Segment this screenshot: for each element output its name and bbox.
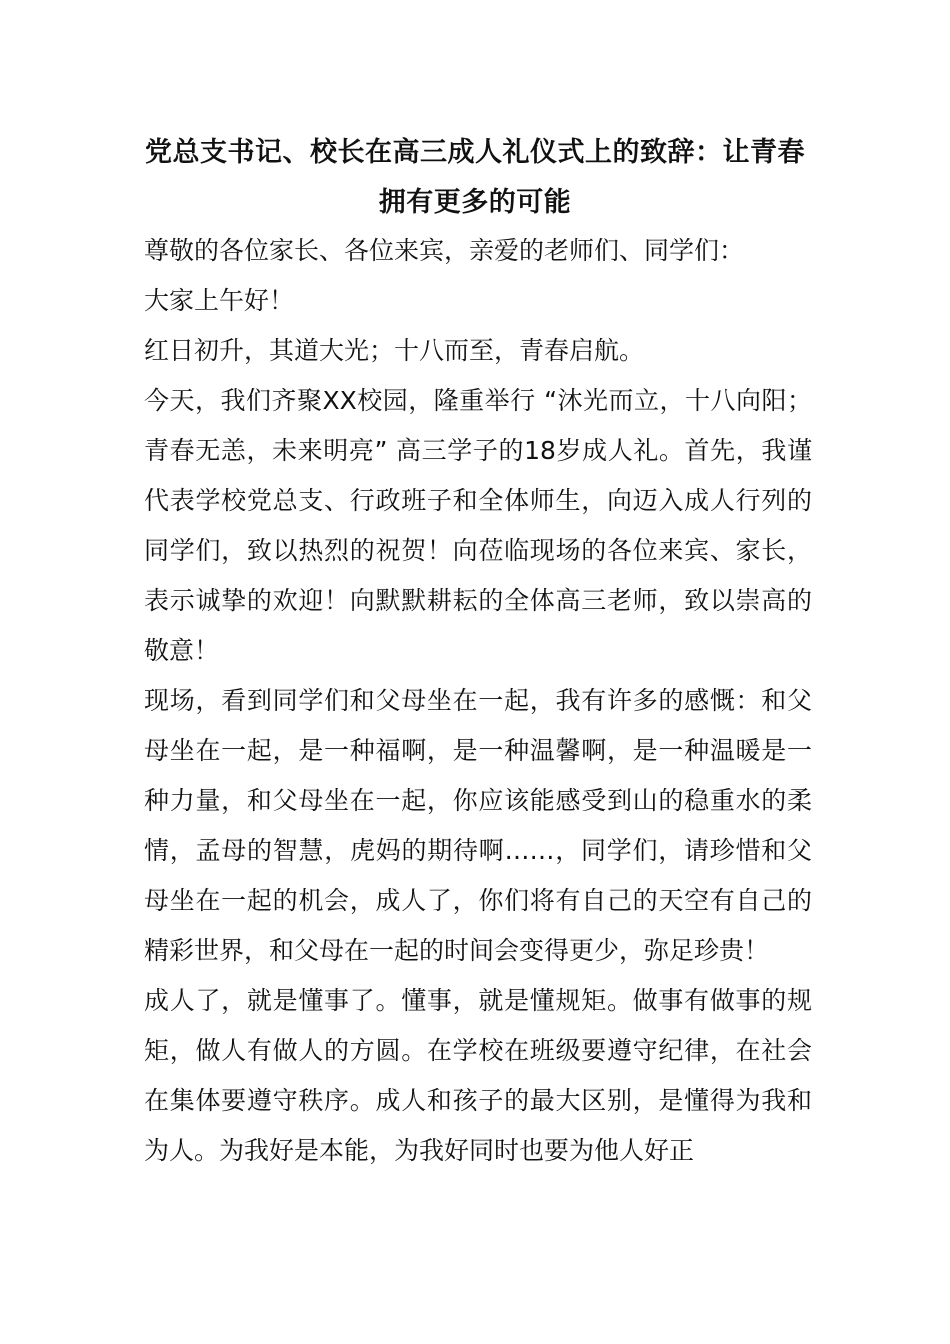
- opening-paragraph: 红日初升，其道大光；十八而至，青春启航。: [144, 336, 645, 365]
- body-paragraph: 今天，我们齐聚XX校园，隆重举行 “沐光而立，十八向阳；青春无恙，未来明亮” 高三学子的18岁成人礼。首先，我谨代表学校党总支、行政班子和全体师生，向迈入成人行列的同学们，致以热烈的祝贺！向莅临现场的各位来宾、家长，表示诚挚的欢迎！向默默耕耘的全体高三老师，致以崇高的敬意！: [144, 386, 812, 665]
- body-paragraph: 成人了，就是懂事了。懂事，就是懂规矩。做事有做事的规矩，做人有做人的方圆。在学校在班级要遵守纪律，在社会在集体要遵守秩序。成人和孩子的最大区别，是懂得为我和为人。为我好是本能，为我好同时也要为他人好正: [144, 986, 812, 1165]
- greeting-paragraph: 大家上午好！: [144, 286, 295, 315]
- document-title: 党总支书记、校长在高三成人礼仪式上的致辞：让青春拥有更多的可能: [145, 137, 805, 218]
- salutation-paragraph: 尊敬的各位家长、各位来宾，亲爱的老师们、同学们：: [144, 236, 745, 265]
- document-body: [144, 226, 812, 1176]
- body-paragraph: 现场，看到同学们和父母坐在一起，我有许多的感慨：和父母坐在一起，是一种福啊，是一种温馨啊，是一种温暖是一种力量，和父母坐在一起，你应该能感受到山的稳重水的柔情，孟母的智慧，虎妈的期待啊……，同学们，请珍惜和父母坐在一起的机会，成人了，你们将有自己的天空有自己的精彩世界，和父母在一起的时间会变得更少，弥足珍贵！: [144, 686, 812, 965]
